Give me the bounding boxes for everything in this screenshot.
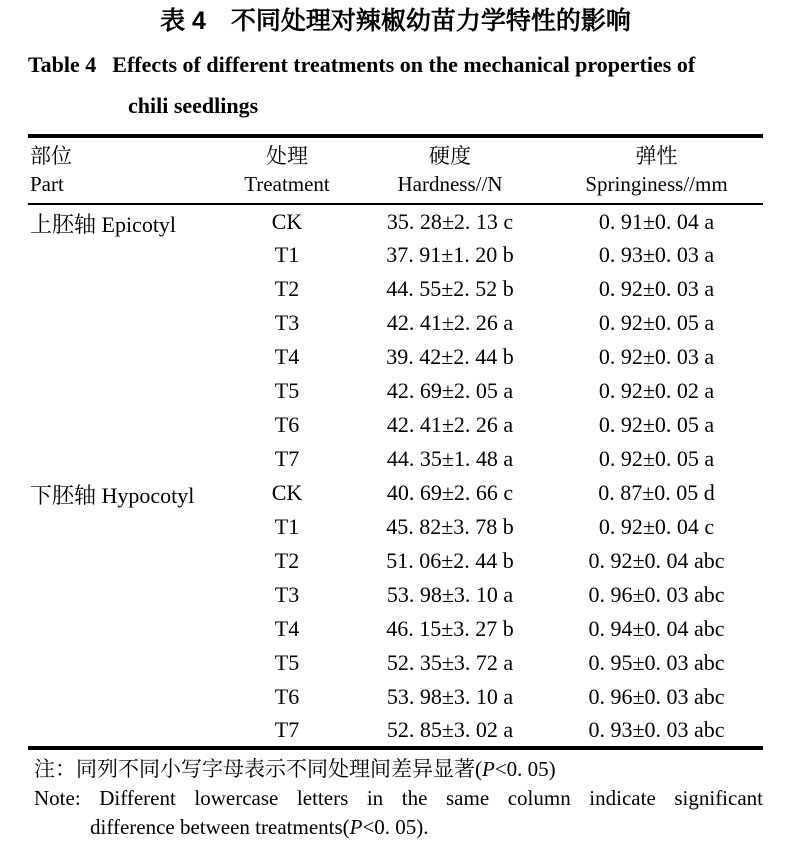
header-row: [28, 136, 763, 204]
springiness-cell: 0. 92±0. 05 a: [598, 446, 715, 471]
hardness-cell: 42. 69±2. 05 a: [386, 378, 514, 403]
springiness-cell: 0. 92±0. 03 a: [598, 276, 715, 301]
part-label-epicotyl: 上胚轴 Epicotyl: [30, 212, 177, 237]
hardness-cell: 51. 06±2. 44 b: [386, 548, 514, 573]
hardness-cell: 45. 82±3. 78 b: [386, 514, 514, 539]
springiness-cell: 0. 91±0. 04 a: [598, 208, 715, 234]
springiness-cell: 0. 92±0. 02 a: [598, 378, 715, 403]
note-zh-p-symbol: P: [482, 757, 495, 781]
hardness-cell: 40. 69±2. 66 c: [386, 480, 514, 505]
hardness-cell: 52. 85±3. 02 a: [386, 717, 514, 742]
springiness-cell: 0. 92±0. 05 a: [598, 412, 715, 437]
hardness-cell: 52. 35±3. 72 a: [386, 650, 514, 675]
table-body-epicotyl: [28, 204, 763, 476]
treatment-cell: T3: [274, 310, 300, 335]
col-header-treatment-zh: 处理: [266, 144, 308, 168]
hardness-cell: 37. 91±1. 20 b: [386, 242, 514, 267]
treatment-cell: T2: [274, 276, 300, 301]
col-header-springiness-zh: 弹性: [635, 144, 678, 168]
springiness-cell: 0. 92±0. 05 a: [598, 310, 715, 335]
treatment-cell: T2: [274, 548, 300, 573]
springiness-cell: 0. 94±0. 04 abc: [588, 616, 725, 641]
treatment-cell: T4: [274, 344, 300, 369]
table-title-en: [28, 44, 763, 126]
treatment-cell: T5: [274, 650, 300, 675]
treatment-cell: T5: [274, 378, 300, 403]
col-header-hardness: [350, 136, 550, 204]
col-header-hardness-en: Hardness//N: [397, 172, 503, 196]
col-header-springiness-en: Springiness//mm: [585, 172, 728, 196]
col-header-part-en: Part: [30, 172, 64, 196]
table-title-en-line1: [28, 44, 763, 85]
hardness-cell: 53. 98±3. 10 a: [386, 684, 514, 709]
note-en-tail: <0. 05).: [362, 815, 429, 839]
results-table: [28, 134, 763, 750]
note-en-line2: [90, 813, 763, 842]
treatment-cell: T1: [274, 242, 300, 267]
part-label-hypocotyl: 下胚轴 Hypocotyl: [30, 483, 195, 508]
treatment-cell: T6: [274, 412, 300, 437]
treatment-cell: CK: [271, 480, 303, 505]
col-header-hardness-zh: 硬度: [429, 144, 471, 168]
hardness-cell: 44. 35±1. 48 a: [386, 446, 514, 471]
springiness-cell: 0. 92±0. 04 abc: [588, 548, 725, 573]
col-header-treatment: [224, 136, 350, 204]
table-title-en-line2: chili seedlings: [128, 93, 259, 118]
table-notes: [34, 755, 763, 842]
hardness-cell: 39. 42±2. 44 b: [386, 344, 514, 369]
col-header-springiness: [550, 136, 763, 204]
hardness-cell: 44. 55±2. 52 b: [386, 276, 514, 301]
note-en-text: difference between treatments(: [90, 815, 350, 839]
note-zh: [34, 755, 763, 784]
springiness-cell: 0. 95±0. 03 abc: [588, 650, 725, 675]
springiness-cell: 0. 92±0. 04 c: [598, 514, 715, 539]
springiness-cell: 0. 93±0. 03 a: [598, 242, 715, 267]
note-zh-text: 注：同列不同小写字母表示不同处理间差异显著(: [34, 757, 482, 781]
hardness-cell: 42. 41±2. 26 a: [386, 412, 514, 437]
table-title-zh: 表 4 不同处理对辣椒幼苗力学特性的影响: [160, 7, 631, 35]
treatment-cell: T3: [274, 582, 300, 607]
table-row: [28, 204, 763, 238]
hardness-cell: 42. 41±2. 26 a: [386, 310, 514, 335]
springiness-cell: 0. 96±0. 03 abc: [588, 582, 725, 607]
note-en-line1: Note: Different lowercase letters in the same column indicate significant: [34, 786, 763, 810]
col-header-part: [28, 136, 224, 204]
treatment-cell: T1: [274, 514, 300, 539]
hardness-cell: 46. 15±3. 27 b: [386, 616, 514, 641]
col-header-part-zh: 部位: [30, 144, 72, 168]
hardness-cell: 53. 98±3. 10 a: [386, 582, 514, 607]
springiness-cell: 0. 87±0. 05 d: [598, 480, 715, 505]
treatment-cell: T4: [274, 616, 300, 641]
col-header-treatment-en: Treatment: [244, 172, 330, 196]
treatment-cell: CK: [271, 208, 303, 234]
springiness-cell: 0. 93±0. 03 abc: [588, 717, 725, 742]
note-en-p-symbol: P: [349, 815, 363, 839]
treatment-cell: T7: [274, 717, 300, 742]
treatment-cell: T7: [274, 446, 300, 471]
table-title-en-text: Effects of different treatments on the mechanical properties of: [112, 52, 696, 77]
hardness-cell: 35. 28±2. 13 c: [386, 208, 514, 234]
table-number-label: Table 4: [28, 52, 97, 77]
table-body-hypocotyl: [28, 476, 763, 748]
treatment-cell: T6: [274, 684, 300, 709]
note-zh-tail: <0. 05): [494, 757, 556, 781]
table-header: [28, 136, 763, 204]
springiness-cell: 0. 92±0. 03 a: [598, 344, 715, 369]
table-row: [28, 476, 763, 510]
springiness-cell: 0. 96±0. 03 abc: [588, 684, 725, 709]
